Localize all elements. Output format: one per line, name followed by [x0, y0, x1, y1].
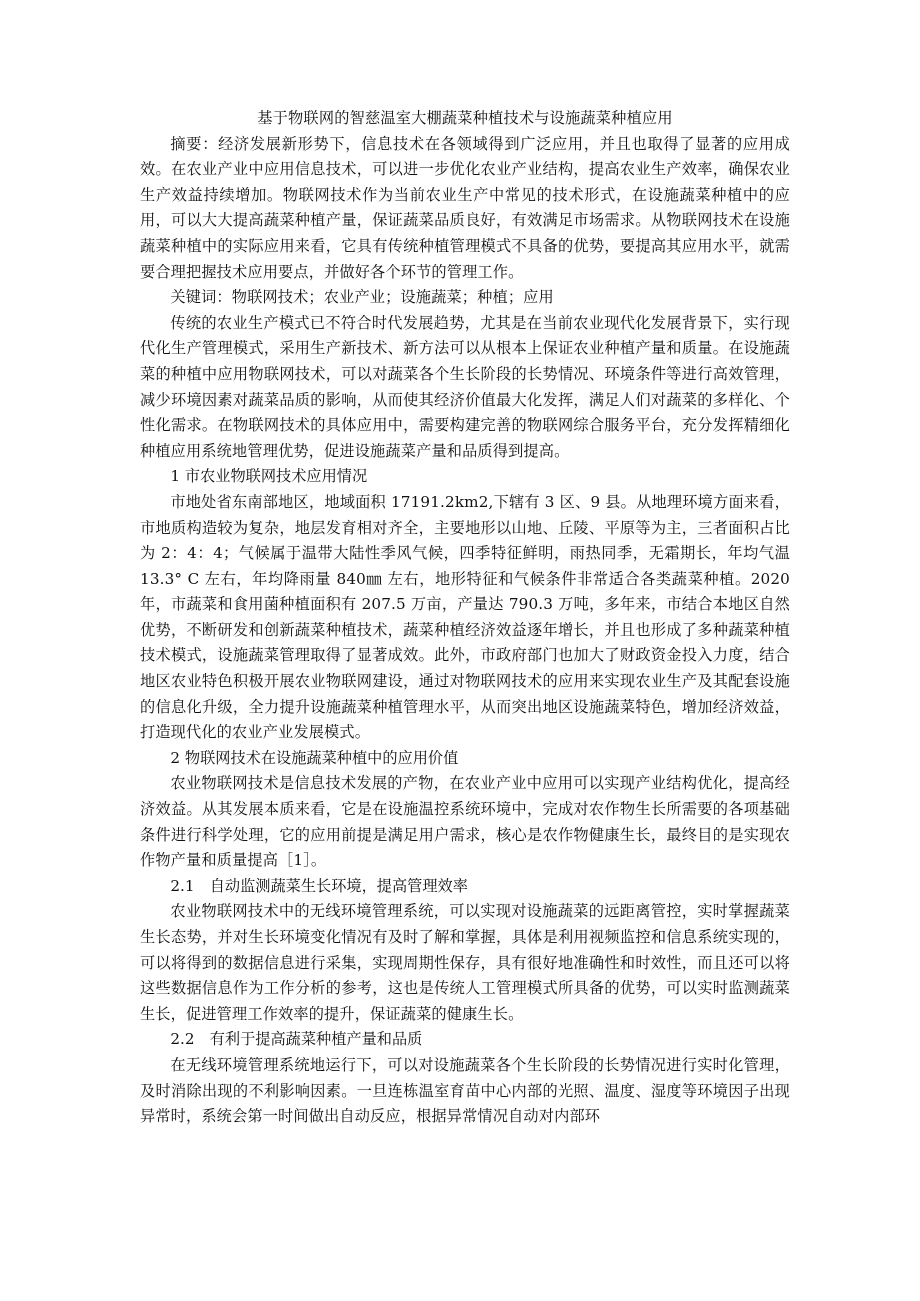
intro-paragraph: 传统的农业生产模式已不符合时代发展趋势，尤其是在当前农业现代化发展背景下，实行现代化生产管理模式，采用生产新技术、新方法可以从根本上保证农业种植产量和质量。在设施蔬菜的种植中应用物联网技术，可以对蔬菜各个生长阶段的长势情况、环境条件等进行高效管理，减少环境因素对蔬菜品质的影响，从而使其经济价值最大化发挥，满足人们对蔬菜的多样化、个性化需求。在物联网技术的具体应用中，需要构建完善的物联网综合服务平台，充分发挥精细化种植应用系统地管理优势，促进设施蔬菜产量和品质得到提高。 [140, 313, 790, 460]
section-2-paragraph: 农业物联网技术是信息技术发展的产物，在农业产业中应用可以实现产业结构优化，提高经济效益。从其发展本质来看，它是在设施温控系统环境中，完成对农作物生长所需要的各项基础条件进行科学处理，它的应用前提是满足用户需求，核心是农作物健康生长，最终目的是实现农作物产量和质量提高［1］。 [140, 774, 790, 870]
document-title: 基于物联网的智慈温室大棚蔬菜种植技术与设施蔬菜种植应用 [257, 109, 673, 127]
keywords-line: 关键词：物联网技术；农业产业；设施蔬菜；种植；应用 [170, 288, 554, 307]
section-2-heading: 2 物联网技术在设施蔬菜种植中的应用价值 [170, 748, 459, 767]
document-body [140, 106, 790, 1130]
abstract-paragraph: 摘要：经济发展新形势下，信息技术在各领域得到广泛应用，并且也取得了显著的应用成效。在农业产业中应用信息技术，可以进一步优化农业产业结构，提高农业生产效率，确保农业生产效益持续增加。物联网技术作为当前农业生产中常见的技术形式，在设施蔬菜种植中的应用，可以大大提高蔬菜种植产量，保证蔬菜品质良好，有效满足市场需求。从物联网技术在设施蔬菜种植中的实际应用来看，它具有传统种植管理模式不具备的优势，要提高其应用水平，就需要合理把握技术应用要点，并做好各个环节的管理工作。 [140, 134, 790, 281]
section-2-2-heading: 2.2 有利于提高蔬菜种植产量和品质 [170, 1030, 423, 1049]
section-2-2-paragraph: 在无线环境管理系统地运行下，可以对设施蔬菜各个生长阶段的长势情况进行实时化管理，及时消除出现的不利影响因素。一旦连栋温室育苗中心内部的光照、温度、湿度等环境因子出现异常时，系统会第一时间做出自动反应，根据异常情况自动对内部环 [140, 1055, 790, 1126]
section-2-1-heading: 2.1 自动监测蔬菜生长环境，提高管理效率 [170, 876, 468, 895]
section-2-1-paragraph: 农业物联网技术中的无线环境管理系统，可以实现对设施蔬菜的远距离管控，实时掌握蔬菜生长态势，并对生长环境变化情况有及时了解和掌握，具体是利用视频监控和信息系统实现的，可以将得到的数据信息进行采集，实现周期性保存，具有很好地准确性和时效性，而且还可以将这些数据信息作为工作分析的参考，这也是传统人工管理模式所具备的优势，可以实时监测蔬菜生长，促进管理工作效率的提升，保证蔬菜的健康生长。 [140, 902, 790, 1023]
section-1-paragraph: 市地处省东南部地区，地域面积 17191.2km2,下辖有 3 区、9 县。从地理环境方面来看，市地质构造较为复杂，地层发育相对齐全，主要地形以山地、丘陵、平原等为主，三者面积占比为 2：4：4；气候属于温带大陆性季风气候，四季特征鲜明，雨热同季，无霜期长，年均气温 13.3° C 左右，年均降雨量 840㎜ 左右，地形特征和气候条件非常适合各类蔬菜种植。2020 年，市蔬菜和食用菌种植面积有 207.5 万亩，产量达 790.3 万吨，多年来，市结合本地区自然优势，不断研发和创新蔬菜种植技术，蔬菜种植经济效益逐年增长，并且也形成了多种蔬菜种植技术模式，设施蔬菜管理取得了显著成效。此外，市政府部门也加大了财政资金投入力度，结合地区农业特色积极开展农业物联网建设，通过对物联网技术的应用来实现农业生产及其配套设施的信息化升级，全力提升设施蔬菜种植管理水平，从而突出地区设施蔬菜特色，增加经济效益，打造现代化的农业产业发展模式。 [140, 492, 791, 742]
section-1-heading: 1 市农业物联网技术应用情况 [170, 467, 368, 486]
